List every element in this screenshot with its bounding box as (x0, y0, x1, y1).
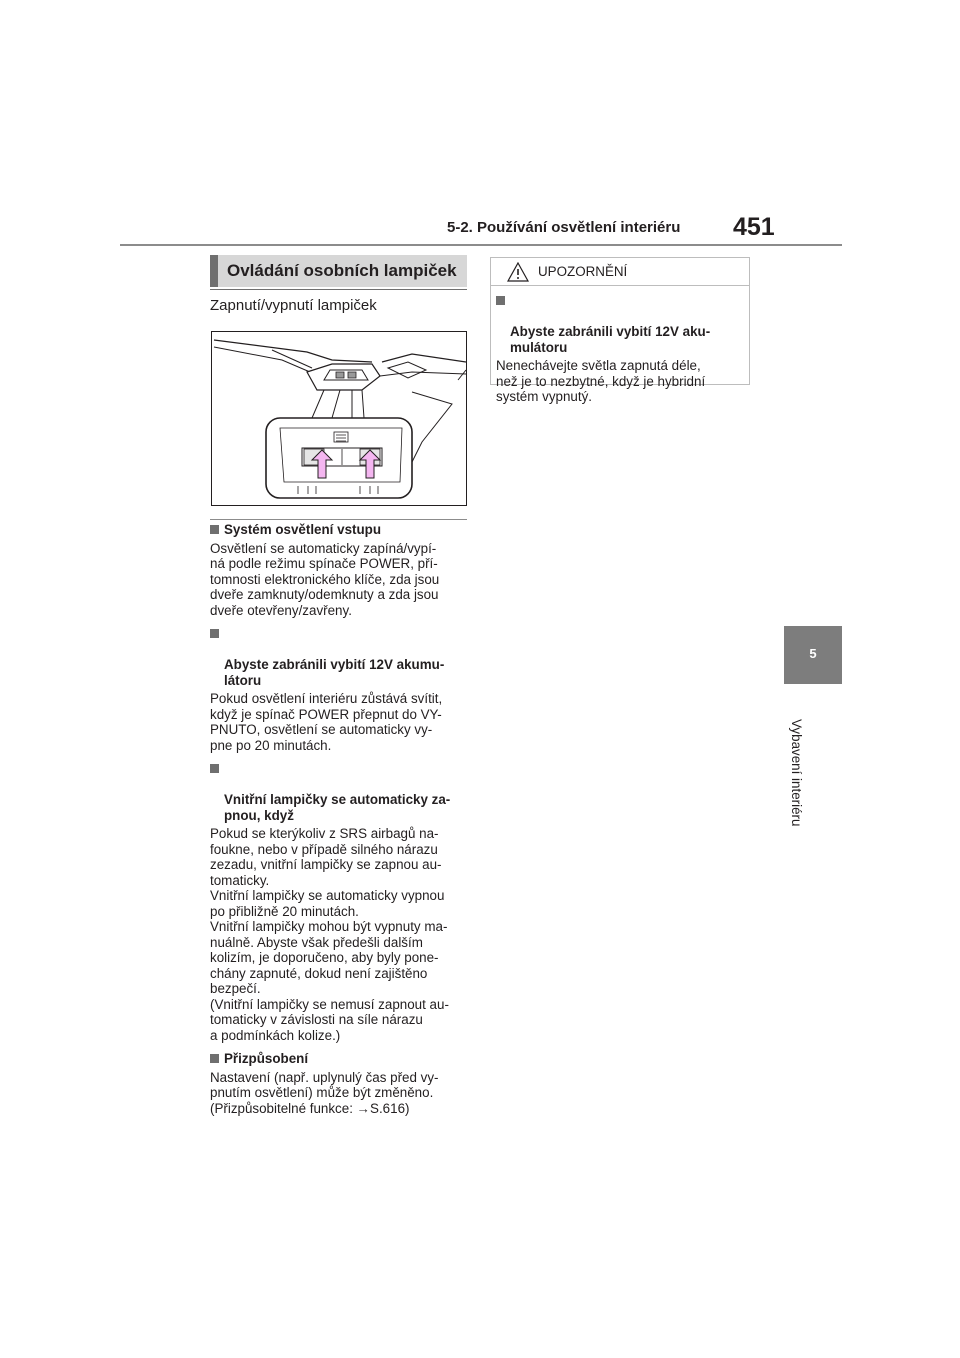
bullet-square-icon (210, 525, 219, 534)
bullet-square-icon (210, 1054, 219, 1063)
header-rule (120, 244, 842, 246)
note-title-text: Abyste zabránili vybití 12V akumu- látoru (224, 657, 445, 688)
note-battery (210, 626, 472, 753)
notes-list (210, 522, 472, 1124)
note-auto-on (210, 761, 472, 1043)
side-tab-label: Vybavení interiéru (789, 719, 804, 827)
warning-title (496, 293, 742, 355)
notes-rule (210, 519, 467, 520)
side-tab-number: 5 (809, 646, 817, 661)
section-heading-rule (210, 289, 467, 290)
intro-text: Zapnutí/vypnutí lampiček (210, 297, 377, 314)
note-title-text: Systém osvětlení vstupu (224, 522, 382, 537)
warning-label: UPOZORNĚNÍ (538, 264, 628, 279)
note-title (210, 1051, 472, 1067)
note-title-text: Přizpůsobení (224, 1051, 309, 1066)
warning-content (496, 293, 742, 405)
note-title (210, 761, 472, 823)
overhead-console-drawing (212, 332, 466, 505)
note-title (210, 626, 472, 688)
note-body: Pokud se kterýkoliv z SRS airbagů na- foukne, nebo v případě silného nárazu zezadu, vnitřní lampičky se zapnou au- tomaticky. Vnitřní lampičky se automaticky vypnou po přibližně 20 minutách. Vnitřní lampičky mohou být vypnuty ma- nuálně. Abyste však předešli dalším kolizím, je doporučeno, aby byly pone- chány zapnuté, dokud není zajištěno bezpečí. (Vnitřní lampičky se nemusí zapnout au- tomaticky v závislosti na síle nárazu a podmínkách kolize.) (210, 826, 449, 1043)
warning-title-text: Abyste zabránili vybití 12V aku- mulátoru (510, 324, 711, 355)
warning-body: Nenechávejte světla zapnutá déle, než je to nezbytné, když je hybridní systém vypnutý. (496, 358, 706, 404)
note-title (210, 522, 472, 538)
warning-box (490, 257, 750, 404)
note-title-text: Vnitřní lampičky se automaticky za- pnou, když (224, 792, 451, 823)
warning-header (491, 258, 749, 286)
warning-triangle-icon (507, 262, 529, 282)
note-body: Pokud osvětlení interiéru zůstává svítit, když je spínač POWER přepnut do VY- PNUTO, osvětlení se automaticky vy- pne po 20 minutách. (210, 691, 443, 753)
bullet-square-icon (210, 764, 219, 773)
note-body: Osvětlení se automaticky zapíná/vypí- ná podle režimu spínače POWER, pří- tomnosti elektronického klíče, zda jsou dveře zamknuty/odemknuty a zda jsou dveře otevřeny/zavřeny. (210, 540, 440, 618)
bullet-square-icon (496, 296, 505, 305)
chapter-header: 5-2. Používání osvětlení interiéru (447, 219, 681, 236)
section-heading: Ovládání osobních lampiček (210, 255, 467, 287)
note-body: Nastavení (např. uplynulý čas před vy- pnutím osvětlení) může být změněno. (Přizpůsobitelné funkce: →S.616) (210, 1069, 439, 1116)
page-number: 451 (733, 213, 775, 241)
note-customization (210, 1051, 472, 1116)
lamp-illustration (211, 331, 467, 506)
bullet-square-icon (210, 629, 219, 638)
note-entry-system (210, 522, 472, 618)
